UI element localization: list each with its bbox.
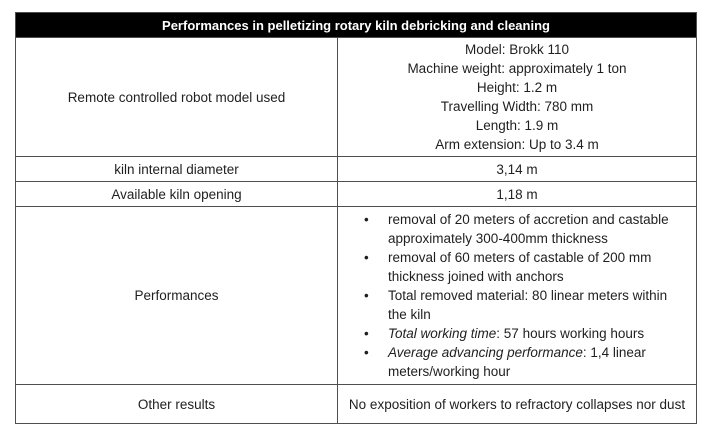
row-label-cell (16, 182, 338, 206)
table-row (16, 181, 696, 206)
table-title: Performances in pelletizing rotary kiln debricking and cleaning (162, 17, 550, 33)
spec-line: Length: 1.9 m (475, 118, 559, 133)
row-label-cell (16, 38, 338, 156)
table-row (16, 384, 696, 423)
bullet-text: Total working time: 57 hours working hours (388, 326, 645, 341)
bullet-text: removal of 60 meters of castable of 200 mm thickness joined with anchors (388, 250, 652, 284)
row-label: Other results (137, 396, 216, 412)
spec-line: Arm extension: Up to 3.4 m (435, 137, 599, 152)
spec-line: Travelling Width: 780 mm (440, 99, 594, 114)
bullet-item (338, 324, 686, 343)
row-value: 1,18 m (496, 186, 538, 202)
performance-table (15, 12, 697, 424)
bullet-icon: • (364, 288, 369, 303)
row-value-cell (338, 38, 696, 156)
bullet-item (338, 248, 686, 286)
row-label: Available kiln opening (111, 186, 242, 202)
row-value: 3,14 m (496, 161, 538, 177)
row-label-cell (16, 207, 338, 384)
row-label: Performances (134, 288, 219, 303)
row-label: Remote controlled robot model used (67, 89, 286, 105)
bullet-item (338, 343, 686, 381)
bullet-icon: • (364, 212, 369, 227)
row-value-cell (338, 182, 696, 206)
bullet-text: removal of 20 meters of accretion and castable approximately 300-400mm thickness (388, 212, 669, 246)
row-label: kiln internal diameter (114, 161, 239, 177)
bullet-icon: • (364, 250, 369, 265)
row-label-cell (16, 385, 338, 423)
row-value: No exposition of workers to refractory collapses nor dust (348, 396, 686, 412)
row-value-cell (338, 385, 696, 423)
bullet-item (338, 210, 686, 248)
spec-line: Machine weight: approximately 1 ton (407, 61, 627, 76)
bullet-icon: • (364, 345, 369, 360)
table-row (16, 156, 696, 181)
table-row (16, 37, 696, 156)
bullet-item (338, 286, 686, 324)
row-value-cell (338, 207, 696, 384)
row-label-cell (16, 157, 338, 181)
spec-line: Model: Brokk 110 (464, 42, 570, 57)
spec-line: Height: 1.2 m (476, 80, 558, 95)
bullet-text: Total removed material: 80 linear meters within the kiln (388, 288, 668, 322)
bullet-text: Average advancing performance: 1,4 linear meters/working hour (388, 345, 646, 379)
table-row (16, 206, 696, 384)
row-value-cell (338, 157, 696, 181)
bullet-icon: • (364, 326, 369, 341)
table-title-row (16, 13, 696, 37)
